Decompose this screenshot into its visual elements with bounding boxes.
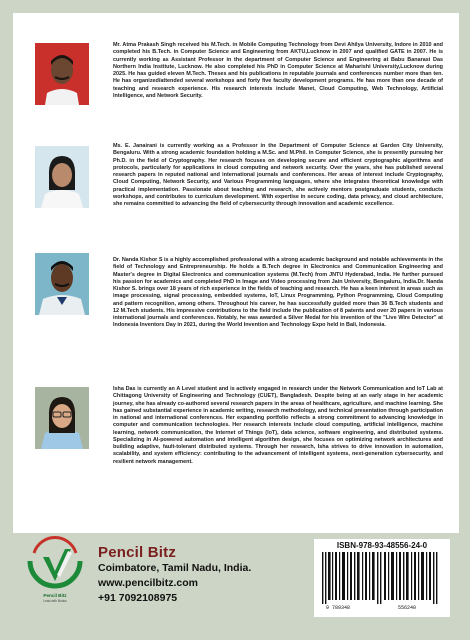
isbn-number: ISBN-978-93-48556-24-0	[336, 541, 428, 550]
author-bio-3	[13, 253, 459, 371]
author-bio-text-4: Isha Das is currently an A Level student and is actively engaged in research under the Network Communication and IoT Lab at Chittagong University of Engineering and Technology (CUET), Bangladesh. Despite being at an early stage in her academic journey, she has already co-authored several research papers in the areas of healthcare, agriculture, and machine learning. She has gained substantial experience in academic writing, research methodology, and technical presentation through participation in national and international conferences. Her expanding portfolio reflects a strong commitment to advancing knowledge in computer and communication technologies. Her research interests include cloud computing, artificial intelligence, machine learning, network communication, the Internet of Things (IoT), data science, software engineering, and distributed systems. Specializing in AI-powered automation and intelligent algorithm design, she focuses on optimizing network architectures and building adaptive, fault-tolerant distributed systems. Through her research, Isha strives to drive innovation in automation, scalability, and system efficiency: contributing to the advancement of intelligent systems, next-generation cybersecurity, and resilient network management.	[113, 386, 443, 465]
barcode-bars	[322, 552, 442, 604]
publisher-name: Pencil Bitz	[98, 544, 177, 561]
author-photo-4	[35, 387, 89, 449]
barcode-left-digits: 9 789348	[326, 605, 351, 611]
author-bio-text-1: Mr. Atma Prakash Singh received his M.Tech. in Mobile Computing Technology from Devi Ahilya University, Indore in 2010 and completed his B.Tech. in Computer Science and Engineering from AKTU,Lucknow in 2007 and qualified GATE in 2007. He is currently working as Assistant Professor in the department of Computer Science and Engineering at Babu Banarasi Das Northern India Institute, Lucknow. He also completed his PhD in Computer Science at Maharishi University,Lucknow during 2025. He has guided eleven M.Tech. Theses and his publications in reputable journals and conferences number more than ten. He has organized/attended several workshops and forty five faculty development programs. He has more than one decade of teaching and research experience. His research interests include Manet, Cloud Computing, Web Technology, Artificial Intelligence, and Network Security.	[113, 42, 443, 99]
author-photo-1	[35, 43, 89, 105]
author-photo-3	[35, 253, 89, 315]
author-bio-1	[13, 39, 459, 135]
publisher-logo-name: Pencil Bitz	[43, 593, 67, 598]
author-bio-text-2: Ms. E. Janairani is currently working as a Professor in the Department of Computer Science at Garden City University, Bengaluru. With a strong academic foundation holding a M.Sc. and M.Phil. in Computer Science, she is presently pursuing her Ph.D. in the field of Cryptography. Her research focuses on developing secure and efficient cryptographic algorithms and protocols, particularly for applications in cloud computing and network security. Over the years, she has published several research papers in reputed national and international journals and conferences. Her areas of interest include Cryptography, Cloud Computing, Network Security, and Various Programming languages, where she integrates theoretical knowledge with practical implementation. Passionate about teaching and research, she actively mentors postgraduate students, conducts workshops, and contributes to curriculum development. With expertise in secure coding, data privacy, and cloud architecture, she remains committed to advancing the field of cybersecurity through innovation and academic excellence.	[113, 143, 443, 207]
author-bio-4	[13, 381, 459, 529]
barcode-right-digits: 556240	[398, 605, 417, 611]
author-bios-panel	[13, 13, 459, 533]
author-bio-text-3: Dr. Nanda Kishor S is a highly accomplished professional with a strong academic background and notable achievements in the field of Technology and Entrepreneurship. He holds a B.Tech degree in Electronics and Communication Engineering and Master's degree in Digital Electronics and communication systems (M.Tech) from JNTU Hyderabad, India. He further pursued his passion for academics and completed PhD in Image and Video processing from Jain University, Bengaluru, India.Dr. Nanda Kishor S. brings over 18 years of rich experience in the fields of teaching and research. He has a keen interest in areas such as image processing, signal processing, embedded systems, IoT, Linux Programming, Python Programming, Cloud Computing and pattern recognition, among others. Throughout his career, he has successfully guided more than 36 B.Tech students and 12 M.Tech students. His impressive contributions to the field include the publication of 8 patents and over 20 papers in various international journals and conferences. Notably, he was awarded a Silver Medal for his invention of the "Live Wire Detector" at Indonesia Inventors Day in 2021, during the World Invention and Technology Expo held in Bali, Indonesia.	[113, 257, 443, 329]
publisher-phone: +91 7092108975	[98, 592, 178, 604]
publisher-logo-tagline: Lead with Books	[43, 599, 67, 603]
publisher-city: Coimbatore, Tamil Nadu, India.	[98, 562, 252, 574]
author-photo-2	[35, 146, 89, 208]
publisher-website[interactable]: www.pencilbitz.com	[98, 577, 198, 589]
publisher-logo-icon	[24, 531, 86, 593]
author-bio-2	[13, 141, 459, 245]
isbn-barcode	[314, 539, 450, 617]
